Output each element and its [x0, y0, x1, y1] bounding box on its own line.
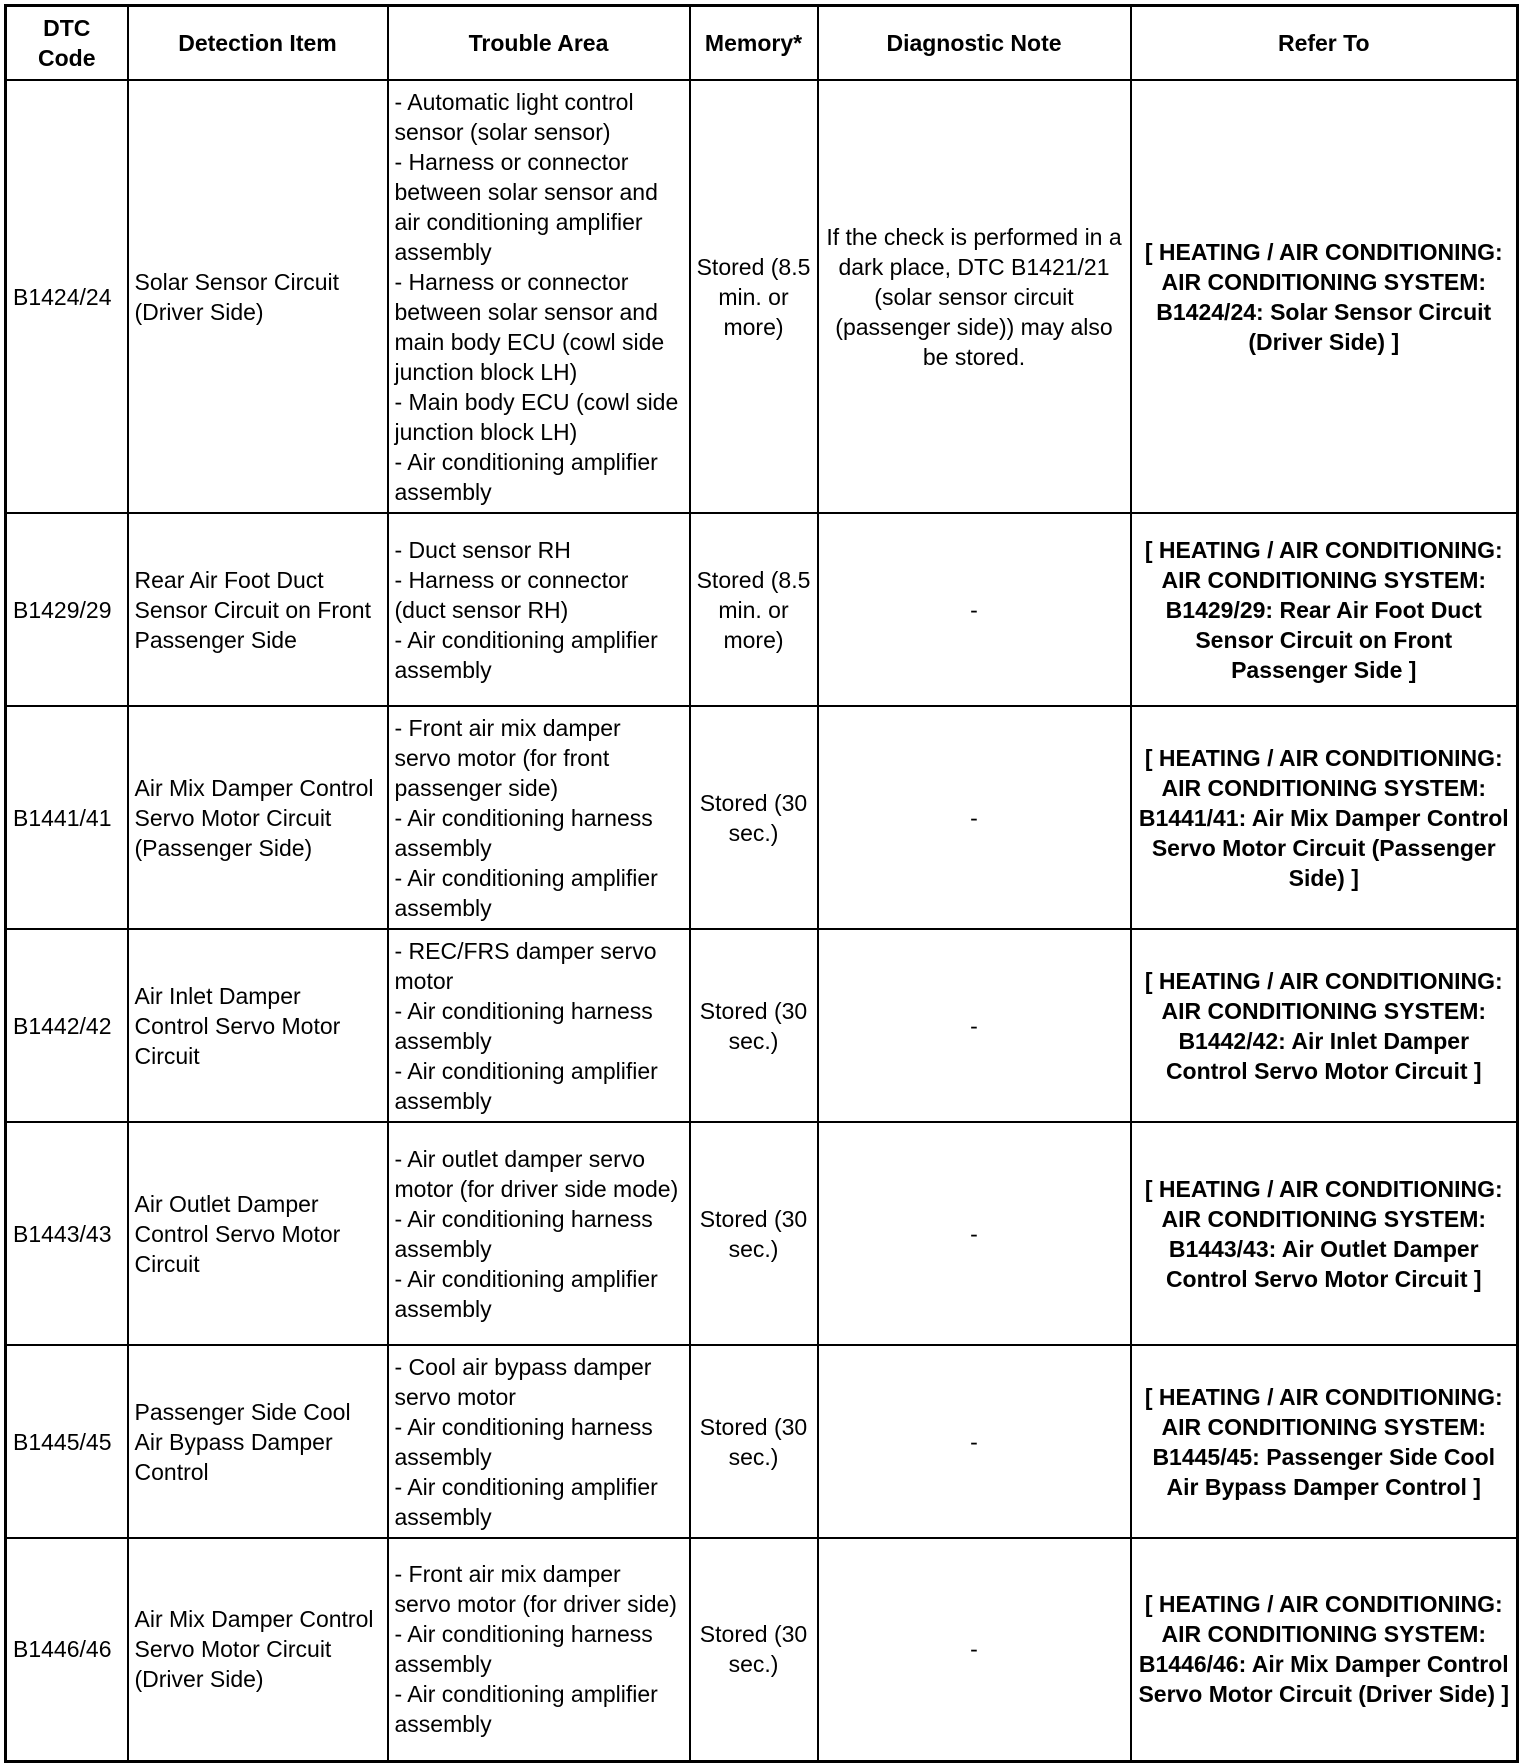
- trouble-area-line: - Air conditioning harness assembly: [394, 1205, 653, 1262]
- dtc-code-cell: B1429/29: [6, 513, 128, 706]
- table-row: [6, 1345, 1518, 1538]
- refer-to-link[interactable]: [ HEATING / AIR CONDITIONING: AIR CONDITIONING SYSTEM: B1429/29: Rear Air Foot Duct Sensor Circuit on Front Passenger Side ]: [1131, 513, 1518, 706]
- memory-cell: Stored (8.5 min. or more): [690, 80, 818, 513]
- trouble-area-line: - Air conditioning amplifier assembly: [394, 1681, 658, 1738]
- memory-cell: Stored (30 sec.): [690, 1122, 818, 1345]
- trouble-area-cell: [388, 706, 690, 929]
- header-diagnostic-note: Diagnostic Note: [818, 6, 1131, 81]
- dtc-table: [4, 4, 1519, 1763]
- detection-item-cell: Air Mix Damper Control Servo Motor Circuit (Passenger Side): [128, 706, 388, 929]
- refer-to-link[interactable]: [ HEATING / AIR CONDITIONING: AIR CONDITIONING SYSTEM: B1443/43: Air Outlet Damper Control Servo Motor Circuit ]: [1131, 1122, 1518, 1345]
- dtc-code-cell: B1442/42: [6, 929, 128, 1122]
- trouble-area-line: - REC/FRS damper servo motor: [394, 937, 657, 994]
- dtc-code-cell: B1441/41: [6, 706, 128, 929]
- trouble-area-line: - Air conditioning amplifier assembly: [394, 626, 658, 683]
- trouble-area-cell: [388, 929, 690, 1122]
- memory-cell: Stored (8.5 min. or more): [690, 513, 818, 706]
- header-dtc-code: DTC Code: [6, 6, 128, 81]
- trouble-area-line: - Air conditioning amplifier assembly: [394, 1265, 658, 1322]
- trouble-area-line: - Air conditioning harness assembly: [394, 804, 653, 861]
- trouble-area-line: - Automatic light control sensor (solar sensor): [394, 88, 634, 145]
- memory-cell: Stored (30 sec.): [690, 1538, 818, 1761]
- diagnostic-note-cell: -: [818, 1538, 1131, 1761]
- table-row: [6, 1538, 1518, 1761]
- trouble-area-line: - Front air mix damper servo motor (for front passenger side): [394, 714, 621, 801]
- trouble-area-line: - Air conditioning harness assembly: [394, 997, 653, 1054]
- table-row: [6, 929, 1518, 1122]
- refer-to-link[interactable]: [ HEATING / AIR CONDITIONING: AIR CONDITIONING SYSTEM: B1442/42: Air Inlet Damper Control Servo Motor Circuit ]: [1131, 929, 1518, 1122]
- detection-item-cell: Air Mix Damper Control Servo Motor Circuit (Driver Side): [128, 1538, 388, 1761]
- trouble-area-line: - Air outlet damper servo motor (for driver side mode): [394, 1145, 679, 1202]
- trouble-area-line: - Harness or connector (duct sensor RH): [394, 566, 629, 623]
- refer-to-link[interactable]: [ HEATING / AIR CONDITIONING: AIR CONDITIONING SYSTEM: B1446/46: Air Mix Damper Control Servo Motor Circuit (Driver Side) ]: [1131, 1538, 1518, 1761]
- trouble-area-line: - Air conditioning amplifier assembly: [394, 864, 658, 921]
- table-row: [6, 513, 1518, 706]
- dtc-code-cell: B1446/46: [6, 1538, 128, 1761]
- trouble-area-cell: [388, 80, 690, 513]
- trouble-area-line: - Harness or connector between solar sensor and main body ECU (cowl side junction block LH): [394, 268, 665, 385]
- diagnostic-note-cell: -: [818, 1345, 1131, 1538]
- trouble-area-cell: [388, 1345, 690, 1538]
- trouble-area-line: - Cool air bypass damper servo motor: [394, 1353, 652, 1410]
- trouble-area-line: - Air conditioning amplifier assembly: [394, 1057, 658, 1114]
- header-trouble-area: Trouble Area: [388, 6, 690, 81]
- diagnostic-note-cell: -: [818, 929, 1131, 1122]
- trouble-area-line: - Harness or connector between solar sensor and air conditioning amplifier assembly: [394, 148, 658, 265]
- document-page: [4, 4, 1519, 1763]
- trouble-area-line: - Air conditioning harness assembly: [394, 1621, 653, 1678]
- trouble-area-cell: [388, 1538, 690, 1761]
- trouble-area-cell: [388, 1122, 690, 1345]
- dtc-code-cell: B1445/45: [6, 1345, 128, 1538]
- detection-item-cell: Air Inlet Damper Control Servo Motor Circuit: [128, 929, 388, 1122]
- detection-item-cell: Passenger Side Cool Air Bypass Damper Control: [128, 1345, 388, 1538]
- refer-to-link[interactable]: [ HEATING / AIR CONDITIONING: AIR CONDITIONING SYSTEM: B1445/45: Passenger Side Cool Air Bypass Damper Control ]: [1131, 1345, 1518, 1538]
- dtc-code-cell: B1443/43: [6, 1122, 128, 1345]
- diagnostic-note-cell: -: [818, 706, 1131, 929]
- trouble-area-line: - Air conditioning amplifier assembly: [394, 448, 658, 505]
- trouble-area-line: - Duct sensor RH: [394, 536, 571, 563]
- trouble-area-line: - Front air mix damper servo motor (for driver side): [394, 1561, 677, 1618]
- memory-cell: Stored (30 sec.): [690, 1345, 818, 1538]
- detection-item-cell: Air Outlet Damper Control Servo Motor Circuit: [128, 1122, 388, 1345]
- table-row: [6, 1122, 1518, 1345]
- diagnostic-note-cell: If the check is performed in a dark place, DTC B1421/21 (solar sensor circuit (passenger side)) may also be stored.: [818, 80, 1131, 513]
- header-detection-item: Detection Item: [128, 6, 388, 81]
- table-body: [6, 80, 1518, 1761]
- dtc-code-cell: B1424/24: [6, 80, 128, 513]
- trouble-area-line: - Main body ECU (cowl side junction block LH): [394, 388, 679, 445]
- detection-item-cell: Solar Sensor Circuit (Driver Side): [128, 80, 388, 513]
- refer-to-link[interactable]: [ HEATING / AIR CONDITIONING: AIR CONDITIONING SYSTEM: B1441/41: Air Mix Damper Control Servo Motor Circuit (Passenger Side) ]: [1131, 706, 1518, 929]
- detection-item-cell: Rear Air Foot Duct Sensor Circuit on Front Passenger Side: [128, 513, 388, 706]
- memory-cell: Stored (30 sec.): [690, 706, 818, 929]
- trouble-area-line: - Air conditioning harness assembly: [394, 1413, 653, 1470]
- trouble-area-cell: [388, 513, 690, 706]
- trouble-area-line: - Air conditioning amplifier assembly: [394, 1473, 658, 1530]
- table-row: [6, 706, 1518, 929]
- memory-cell: Stored (30 sec.): [690, 929, 818, 1122]
- diagnostic-note-cell: -: [818, 1122, 1131, 1345]
- header-row: [6, 6, 1518, 81]
- table-row: [6, 80, 1518, 513]
- header-refer-to: Refer To: [1131, 6, 1518, 81]
- refer-to-link[interactable]: [ HEATING / AIR CONDITIONING: AIR CONDITIONING SYSTEM: B1424/24: Solar Sensor Circuit (Driver Side) ]: [1131, 80, 1518, 513]
- diagnostic-note-cell: -: [818, 513, 1131, 706]
- header-memory: Memory*: [690, 6, 818, 81]
